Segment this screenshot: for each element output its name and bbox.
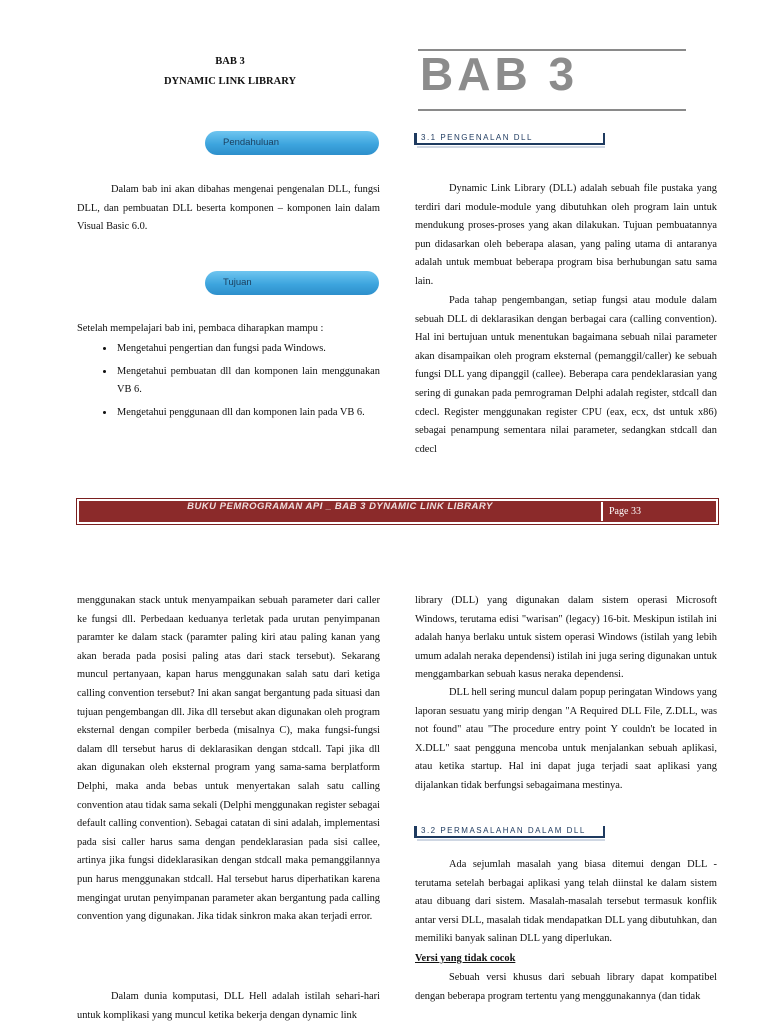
header-rule-bottom (418, 109, 686, 111)
section-heading-3-1: 3.1 PENGENALAN DLL (414, 133, 605, 145)
calling-convention-paragraph: Pada tahap pengembangan, setiap fungsi atau module dalam sebuah DLL di deklarasikan dengan berbagai cara (calling convention). Hal ini bertujuan untuk menentukan bagaimana sebuah nilai parameter akan disampaikan oleh program eksternal (pemanggil/caller) ke sebuah fungsi DLL yang dipanggil (callee). Beberapa cara pendeklarasian yang sering di gunakan pada pemrograman Delphi adalah register, stdcall dan cdecl. Register menggunakan register CPU (eax, ecx, dst untuk x86) sebagai penampung sementara nilai parameter, sedangkan stdcall dan cdecl (415, 295, 717, 455)
list-item: • Mengetahui penggunaan dll dan komponen lain pada VB 6. (115, 404, 380, 422)
versi-paragraph: Sebuah versi khusus dari sebuah library dapat kompatibel dengan beberapa program tertentu yang menggunakannya (dan tidak (415, 972, 717, 1002)
intro-paragraph: Dalam bab ini akan dibahas mengenai pengenalan DLL, fungsi DLL, dan pembuatan DLL beserta komponen – komponen lain dalam Visual Basic 6.0. (77, 184, 380, 233)
footer-bar (79, 501, 716, 522)
pill-tujuan: Tujuan (205, 271, 379, 295)
chapter-heading (150, 52, 310, 92)
list-item: • Mengetahui pengertian dan fungsi pada Windows. (115, 340, 380, 358)
goals-list (77, 340, 380, 427)
dll-hell-paragraph: Dalam dunia komputasi, DLL Hell adalah istilah sehari-hari untuk komplikasi yang muncul ketika bekerja dengan dynamic link (77, 991, 380, 1021)
problems-paragraph: Ada sejumlah masalah yang biasa ditemui dengan DLL - terutama setelah berbagai aplikasi yang telah diinstal ke dalam sistem atau dibuang dari sistem. Masalah-masalah tersebut termasuk konflik antar versi DLL, masalah tidak mendapatkan DLL yang dibutuhkan, dan memiliki banyak salinan DLL yang diperlukan. (415, 859, 717, 945)
goals-lead: Setelah mempelajari bab ini, pembaca diharapkan mampu : (77, 323, 324, 334)
pill-pendahuluan: Pendahuluan (205, 131, 379, 155)
chapter-title: DYNAMIC LINK LIBRARY (163, 76, 297, 87)
legacy-paragraph: library (DLL) yang digunakan dalam sistem operasi Microsoft Windows, terutama edisi "warisan" (legacy) 16-bit. Meskipun istilah ini adalah hanya berlaku untuk sistem operasi Windows (istilah yang lebih umum adalah neraka dependensi) istilah ini juga sering digunakan untuk menggambarkan sebuah kasus neraka dependensi. (415, 595, 717, 681)
section-underline (417, 839, 605, 841)
list-item: • Mengetahui pembuatan dll dan komponen lain menggunakan VB 6. (115, 363, 380, 399)
page-number: Page 33 (601, 502, 647, 521)
versi-heading-text: Versi yang tidak cocok (415, 953, 516, 964)
dll-intro-paragraph: Dynamic Link Library (DLL) adalah sebuah file pustaka yang terdiri dari module-module yang dibutuhkan oleh program lain untuk mendukung proses-proses yang akan dilakukan. Tujuan pembuatannya pun didasarkan oleh beberapa alasan, yang paling utama di antaranya adalah untuk membuat beberapa program bisa berhubungan satu sama lain. (415, 183, 717, 287)
big-chapter-title: BAB 3 (420, 48, 579, 100)
page-footer (76, 498, 719, 525)
section-heading-3-2: 3.2 PERMASALAHAN DALAM DLL (414, 826, 605, 838)
section-underline (417, 146, 605, 148)
chapter-number: BAB 3 (215, 56, 245, 67)
stack-paragraph: menggunakan stack untuk menyampaikan sebuah parameter dari caller ke fungsi dll. Perbedaan keduanya terletak pada urutan penyimpanan paramter ke dalam stack (paramter paling kiri atau paling kanan yang akan berada pada posisi paling atas dari stack tersebut). Sekarang muncul pertanyaan, kapan harus menggunakan salah satu dari ketiga calling convention tersebut? Ini akan sangat bergantung pada situasi dan tujuan pengembangan dll. Jika dll tersebut akan digunakan oleh program eksternal dengan compiler berbeda (misalnya C), maka fungsi-fungsi dalam dll tersebut harus di deklarasikan dengan stdcall. Tapi jika dll akan digunakan oleh eksternal program yang sama-sama berplatform Delphi, maka anda bebas untuk menyertakan salah satu calling convention atau tidak sama sekali (Delphi menggunakan register sebagai default calling convention). Sebagai catatan di sini adalah, implementasi pada sisi caller harus sama dengan pendeklarasian pada sisi callee, artinya jika fungsi dideklarasikan dengan stdcall maka pemanggilannya pun harus menggunakan stdcall. Hal tersebut harus diperhatikan karena mengingat urutan penyimpanan parameter akan bergantung pada calling convention yang digunakan. Jika tidak sinkron maka akan terjadi error. (77, 595, 380, 923)
popup-paragraph: DLL hell sering muncul dalam popup peringatan Windows yang laporan sesuatu yang mirip dengan "A Required DLL File, Z.DLL, was not found" atau "The procedure entry point Y couldn't be located in X.DLL" saat pengguna mencoba untuk menjalankan sebuah aplikasi, atau ketika startup. Hal ini dapat juga terjadi saat aplikasi yang dijalankan tidak berfungsi sebagaimana mestinya. (415, 687, 717, 791)
versi-heading (415, 950, 717, 969)
footer-title: BUKU PEMROGRAMAN API _ BAB 3 DYNAMIC LINK LIBRARY (187, 501, 493, 512)
